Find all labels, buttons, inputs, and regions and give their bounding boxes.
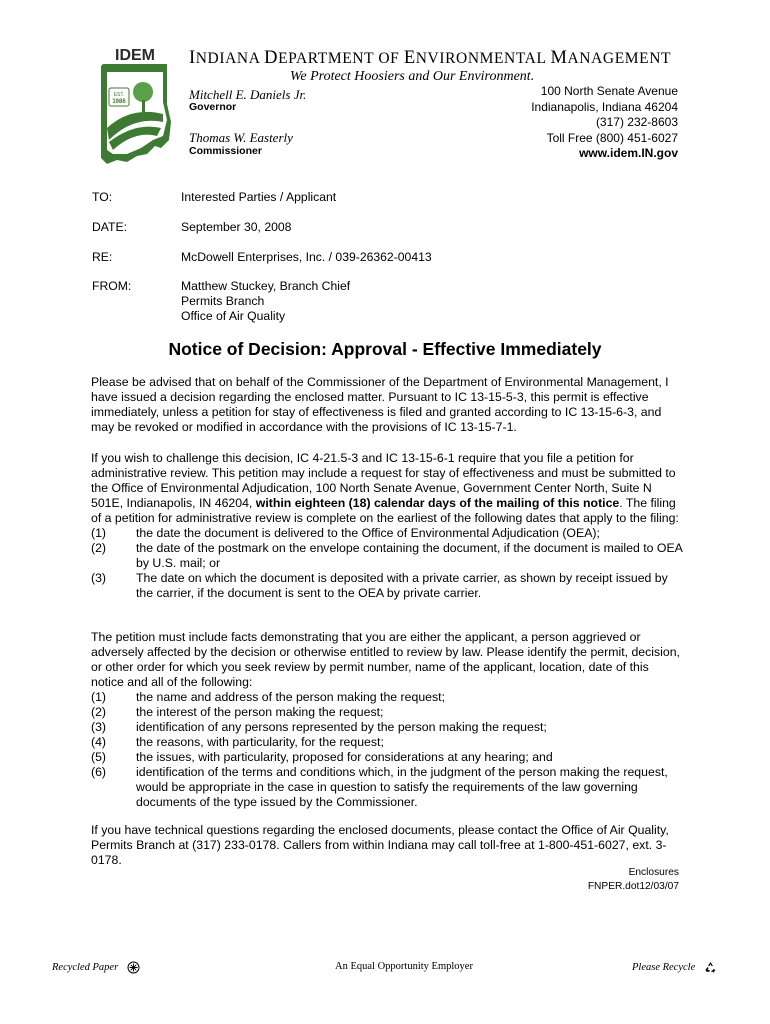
list-item: (1) the date the document is delivered to the Office of Environmental Adjudication (OEA); bbox=[91, 526, 600, 540]
from-line: Matthew Stuckey, Branch Chief bbox=[181, 279, 351, 293]
enclosures-label: Enclosures bbox=[628, 867, 679, 878]
address-phone: (317) 232-8603 bbox=[595, 115, 678, 129]
recycled-paper-icon bbox=[127, 961, 140, 974]
paragraph-effective-text: Please be advised that on behalf of the Commissioner of the Department of Environmental Management, I have issued a decision regarding the enclosed matter. Pursuant to IC 13-15-5-3, this permit is effective immediately, unless a petition for stay of effectiveness is filed and granted according to IC 13-15-6-3, and may be revoked or modified in accordance with the provisions of IC 13-15-7-1. bbox=[91, 375, 669, 434]
address-toll-free: Toll Free (800) 451-6027 bbox=[546, 130, 678, 145]
notice-title: Notice of Decision: Approval - Effective Immediately bbox=[168, 339, 602, 359]
recycle-icon bbox=[704, 961, 717, 974]
paragraph-petition-text: The petition must include facts demonstrating that you are either the applicant, a person aggrieved or adversely affected by the decision or otherwise entitled to review by law. Please identify the permit, decision, or other order for which you seek review by permit number, name of the applicant, location, date of this notice and all of the following: bbox=[91, 630, 680, 689]
list-item: (4) the reasons, with particularity, for the request; bbox=[91, 735, 384, 749]
memo-from-value bbox=[181, 279, 350, 324]
governor-name: Mitchell E. Daniels Jr. bbox=[189, 87, 307, 102]
list-item: (3) identification of any persons represented by the person making the request; bbox=[91, 720, 547, 734]
address-line: Indianapolis, Indiana 46204 bbox=[531, 99, 678, 114]
deadline-text: within eighteen (18) calendar days of the mailing of this notice bbox=[255, 496, 620, 510]
paragraph-contact-text: If you have technical questions regarding the enclosed documents, please contact the Office of Air Quality, Permits Branch at (317) 233-0178. Callers from within Indiana may call toll-free at 1-800-451-6027, ext. 3-0178. bbox=[91, 823, 669, 867]
memo-to-label: TO: bbox=[92, 190, 113, 204]
memo-to-value: Interested Parties / Applicant bbox=[181, 190, 337, 204]
memo-re-value: McDowell Enterprises, Inc. / 039-26362-00413 bbox=[181, 250, 432, 264]
logo-idem-text: IDEM bbox=[115, 47, 155, 64]
memo-date-label: DATE: bbox=[92, 220, 127, 234]
from-line: Office of Air Quality bbox=[181, 309, 286, 323]
address-line: 100 North Senate Avenue bbox=[540, 84, 678, 98]
paragraph-petition bbox=[91, 630, 683, 810]
document-code: FNPER.dot12/03/07 bbox=[587, 880, 679, 892]
list-item: (2) the date of the postmark on the envelope containing the document, if the document is mailed to OEA by U.S. mail; or bbox=[91, 541, 683, 570]
list-item: (2) the interest of the person making the request; bbox=[91, 705, 384, 719]
agency-website-link[interactable]: www.idem.IN.gov bbox=[579, 146, 678, 160]
list-item: (6) identification of the terms and conditions which, in the judgment of the person making the request, would be appropriate in the case in question to satisfy the requirements of the law governing documents of the type issued by the Commissioner. bbox=[91, 765, 668, 809]
enclosures-block bbox=[588, 866, 679, 893]
memo-re-label: RE: bbox=[92, 250, 113, 264]
paragraph-challenge bbox=[91, 451, 683, 601]
commissioner-title: Commissioner bbox=[189, 145, 262, 157]
memo-date-value: September 30, 2008 bbox=[181, 220, 292, 234]
memo-from-label: FROM: bbox=[92, 279, 132, 293]
logo-year-text: 1986 bbox=[112, 99, 126, 105]
footer-please-recycle: Please Recycle bbox=[632, 961, 717, 974]
paragraph-contact bbox=[91, 823, 683, 868]
agency-name: INDIANA DEPARTMENT OF ENVIRONMENTAL MANAGEMENT bbox=[189, 48, 672, 68]
list-item: (3) The date on which the document is deposited with a private carrier, as shown by receipt issued by the carrier, if the document is sent to the OEA by private carrier. bbox=[91, 571, 668, 600]
agency-slogan: We Protect Hoosiers and Our Environment. bbox=[290, 69, 535, 84]
governor-title: Governor bbox=[189, 101, 237, 113]
commissioner-name: Thomas W. Easterly bbox=[189, 130, 293, 145]
list-item: (5) the issues, with particularity, proposed for considerations at any hearing; and bbox=[91, 750, 553, 764]
idem-logo bbox=[97, 44, 177, 166]
footer-equal-opportunity: An Equal Opportunity Employer bbox=[335, 961, 473, 972]
agency-address bbox=[418, 84, 678, 162]
logo-est-text: EST. bbox=[113, 92, 125, 98]
footer-recycled-paper: Recycled Paper bbox=[52, 961, 140, 974]
paragraph-challenge-text: If you wish to challenge this decision, IC 4-21.5-3 and IC 13-15-6-1 require that you file a petition for administrative review. This petition may include a request for stay of effectiveness and must be submitted to the Office of Environmental Adjudication, 100 North Senate Avenue, Government Center North, Suite N 501E, Indianapolis, IN 46204, within eighteen (18) calendar days of the mailing of this notice. The filing of a petition for administrative review is complete on the earliest of the following dates that apply to the filing: bbox=[91, 451, 679, 525]
list-item: (1) the name and address of the person making the request; bbox=[91, 690, 445, 704]
paragraph-effective bbox=[91, 375, 683, 435]
from-line: Permits Branch bbox=[181, 294, 265, 308]
